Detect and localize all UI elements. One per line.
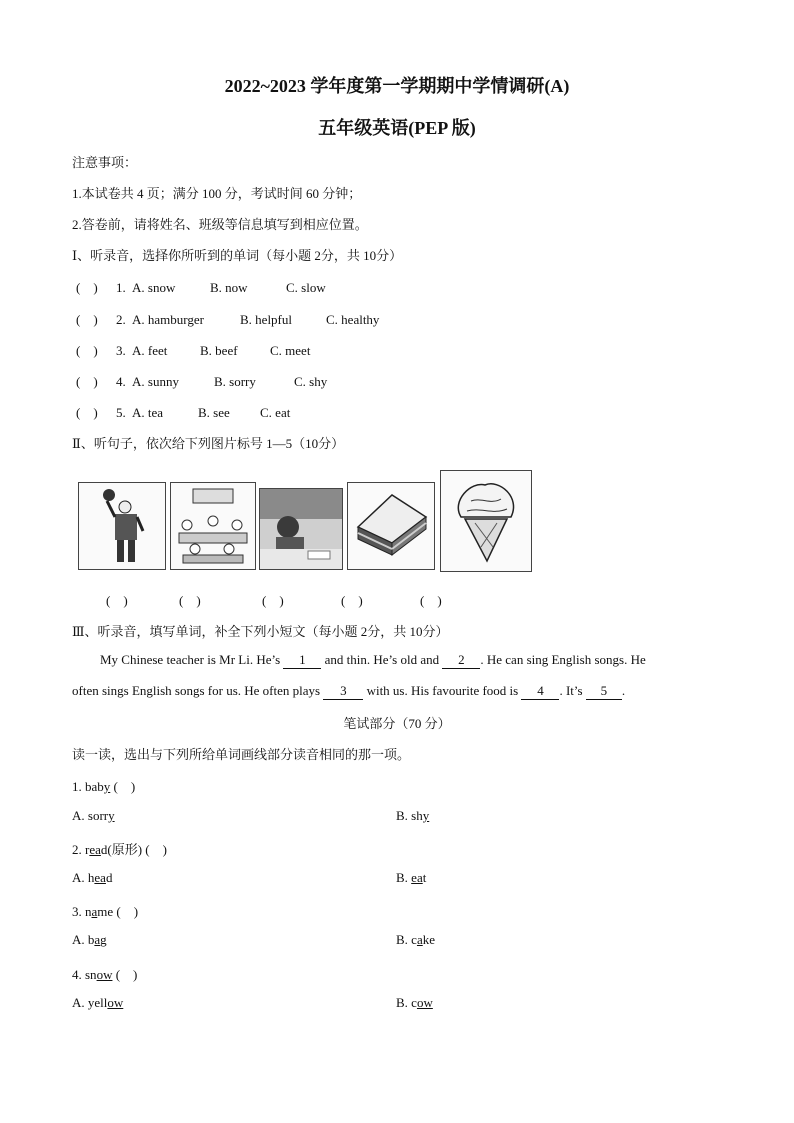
option-a[interactable]: A. sorry — [72, 808, 115, 823]
notes-heading: 注意事项： — [72, 155, 138, 170]
option-b[interactable]: B. eat — [396, 870, 427, 885]
blank-3[interactable]: 3 — [323, 683, 363, 700]
blank-4[interactable]: 4 — [521, 683, 559, 700]
option-b[interactable]: B. cake — [396, 932, 436, 947]
answer-parens[interactable]: ( ) — [112, 967, 138, 982]
blank-1[interactable]: 1 — [283, 652, 321, 669]
note-2: 2.答卷前，请将姓名、班级等信息填写到相应位置。 — [72, 217, 368, 232]
option-b[interactable]: B. shy — [396, 808, 430, 823]
sandwich-picture — [347, 482, 435, 570]
blank-2[interactable]: 2 — [442, 652, 480, 669]
option-a[interactable]: A. bag — [72, 932, 107, 947]
option-a[interactable]: A. head — [72, 870, 113, 885]
passage-line-1: My Chinese teacher is Mr Li. He’s 1 and thin. He’s old and 2 . He can sing English songs. He — [100, 652, 646, 667]
picture-answer-parens[interactable]: ( ) — [179, 593, 201, 608]
section2-heading: Ⅱ、听句子，依次给下列图片标号 1—5（10分） — [72, 436, 345, 451]
listening-item: ( ) 1. A. snow B. now C. slow — [76, 277, 326, 296]
written-instruction: 读一读，选出与下列所给单词画线部分读音相同的那一项。 — [72, 747, 411, 762]
phonics-question: 4. snow ( ) — [72, 967, 138, 982]
answer-parens[interactable]: ( ) — [76, 343, 98, 358]
section1-heading: Ⅰ、听录音，选择你所听到的单词（每小题 2分，共 10分） — [72, 248, 403, 263]
listening-item: ( ) 5. A. tea B. see C. eat — [76, 402, 290, 421]
blank-5[interactable]: 5 — [586, 683, 622, 700]
option-b[interactable]: B. cow — [396, 995, 433, 1010]
classroom-picture — [170, 482, 256, 570]
student-writing-picture — [259, 488, 343, 570]
picture-answer-parens[interactable]: ( ) — [420, 593, 442, 608]
picture-answer-parens[interactable]: ( ) — [262, 593, 284, 608]
page-title: 2022~2023 学年度第一学期期中学情调研(A) — [224, 76, 570, 96]
note-1: 1.本试卷共 4 页；满分 100 分，考试时间 60 分钟； — [72, 186, 362, 201]
picture-answer-parens[interactable]: ( ) — [341, 593, 363, 608]
listening-item: ( ) 3. A. feet B. beef C. meet — [76, 340, 310, 359]
page-subtitle: 五年级英语(PEP 版) — [318, 118, 476, 138]
phonics-question: 2. read(原形) ( ) — [72, 842, 167, 857]
answer-parens[interactable]: ( ) — [76, 280, 98, 295]
written-heading: 笔试部分（70 分） — [343, 716, 451, 731]
section3-heading: Ⅲ、听录音，填写单词，补全下列小短文（每小题 2分，共 10分） — [72, 624, 449, 639]
option-a[interactable]: A. yellow — [72, 995, 124, 1010]
picture-answer-parens[interactable]: ( ) — [106, 593, 128, 608]
answer-parens[interactable]: me ( ) — [97, 904, 139, 919]
ice-cream-picture — [440, 470, 532, 572]
basketball-player-picture — [78, 482, 166, 570]
listening-item: ( ) 2. A. hamburger B. helpful C. healthy — [76, 309, 379, 328]
passage-line-2: often sings English songs for us. He often plays 3 with us. His favourite food is 4 . It’s 5 . — [72, 683, 626, 698]
answer-parens[interactable]: ( ) — [110, 779, 136, 794]
answer-parens[interactable]: ( ) — [76, 312, 98, 327]
answer-parens[interactable]: ( ) — [76, 374, 98, 389]
phonics-question: 1. baby ( ) — [72, 779, 136, 794]
answer-parens[interactable]: ( ) — [76, 405, 98, 420]
listening-item: ( ) 4. A. sunny B. sorry C. shy — [76, 371, 327, 390]
phonics-question: 3. name ( ) — [72, 904, 139, 919]
answer-parens[interactable]: d(原形) ( ) — [100, 842, 167, 857]
